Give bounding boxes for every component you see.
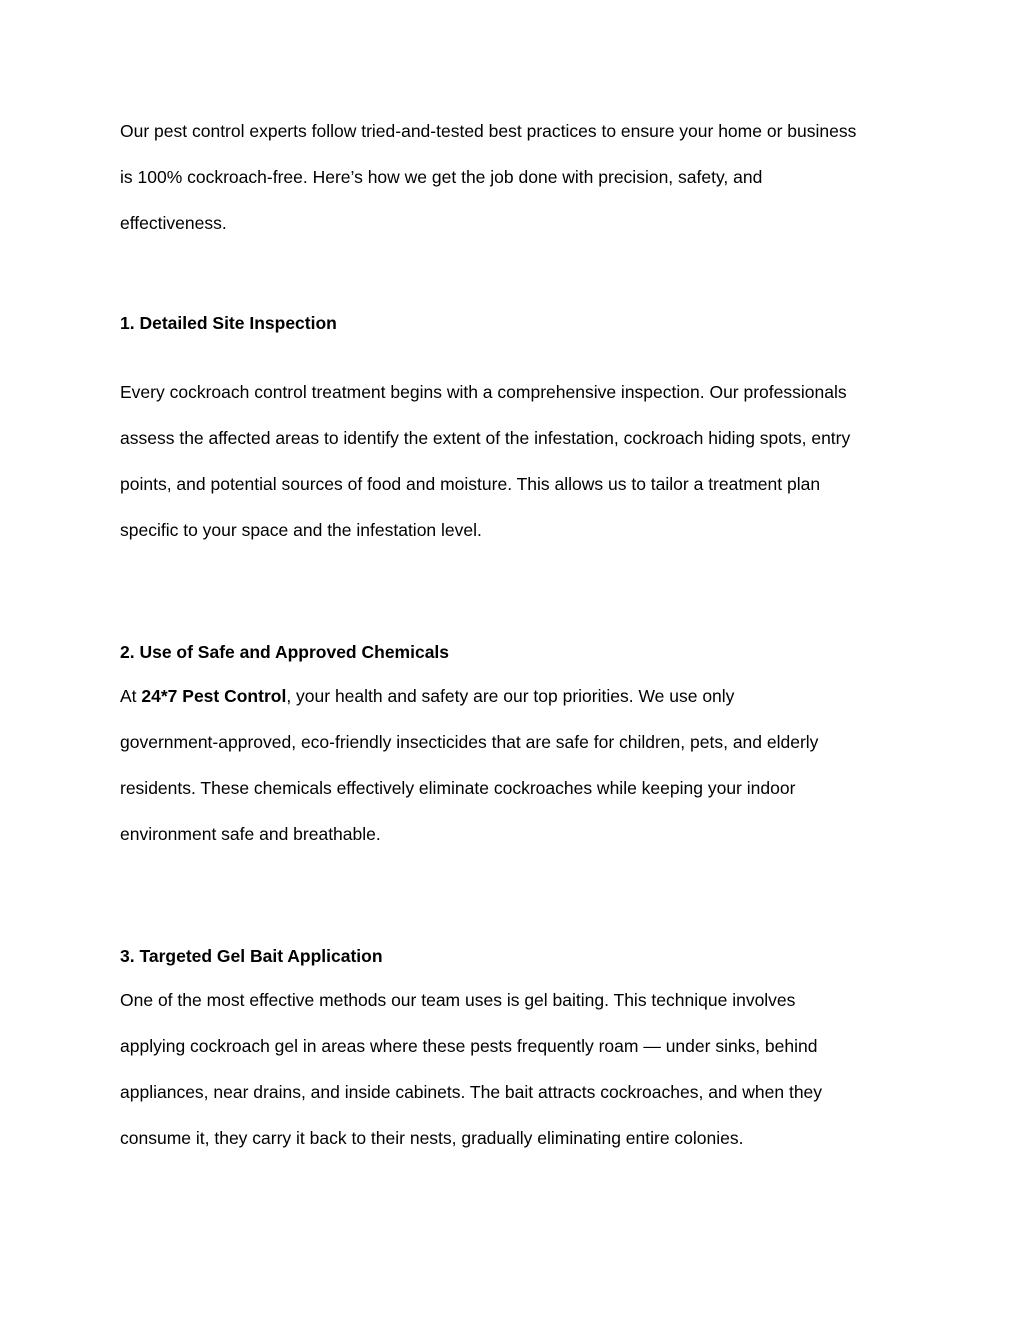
section-2-line-1-suffix: , your health and safety are our top priorities. We use only (286, 686, 735, 706)
intro-line-2: is 100% cockroach-free. Here’s how we get the job done with precision, safety, and (120, 167, 763, 187)
section-3-line-4: consume it, they carry it back to their nests, gradually eliminating entire colonies. (120, 1128, 744, 1148)
company-name: 24*7 Pest Control (141, 686, 287, 706)
section-2-line-1 (120, 686, 734, 706)
section-2-line-3: residents. These chemicals effectively eliminate cockroaches while keeping your indoor (120, 778, 796, 798)
intro-line-3: effectiveness. (120, 213, 227, 233)
section-3-line-3: appliances, near drains, and inside cabinets. The bait attracts cockroaches, and when they (120, 1082, 823, 1102)
section-1-heading: 1. Detailed Site Inspection (120, 313, 337, 333)
intro-line-1: Our pest control experts follow tried-and-tested best practices to ensure your home or business (120, 121, 857, 141)
section-2-heading: 2. Use of Safe and Approved Chemicals (120, 642, 450, 662)
section-1-line-4: specific to your space and the infestation level. (120, 520, 482, 540)
section-2-line-4: environment safe and breathable. (120, 824, 381, 844)
section-2-line-1-prefix: At (120, 686, 142, 706)
section-1-line-3: points, and potential sources of food and moisture. This allows us to tailor a treatment plan (120, 474, 821, 494)
section-1-line-2: assess the affected areas to identify the extent of the infestation, cockroach hiding spots, entry (120, 428, 851, 448)
section-3-line-2: applying cockroach gel in areas where these pests frequently roam — under sinks, behind (120, 1036, 818, 1056)
section-1-line-1: Every cockroach control treatment begins with a comprehensive inspection. Our professionals (120, 382, 847, 402)
section-2-line-2: government-approved, eco-friendly insecticides that are safe for children, pets, and elderly (120, 732, 819, 752)
section-3-line-1: One of the most effective methods our team uses is gel baiting. This technique involves (120, 990, 796, 1010)
section-3-heading: 3. Targeted Gel Bait Application (120, 946, 383, 966)
